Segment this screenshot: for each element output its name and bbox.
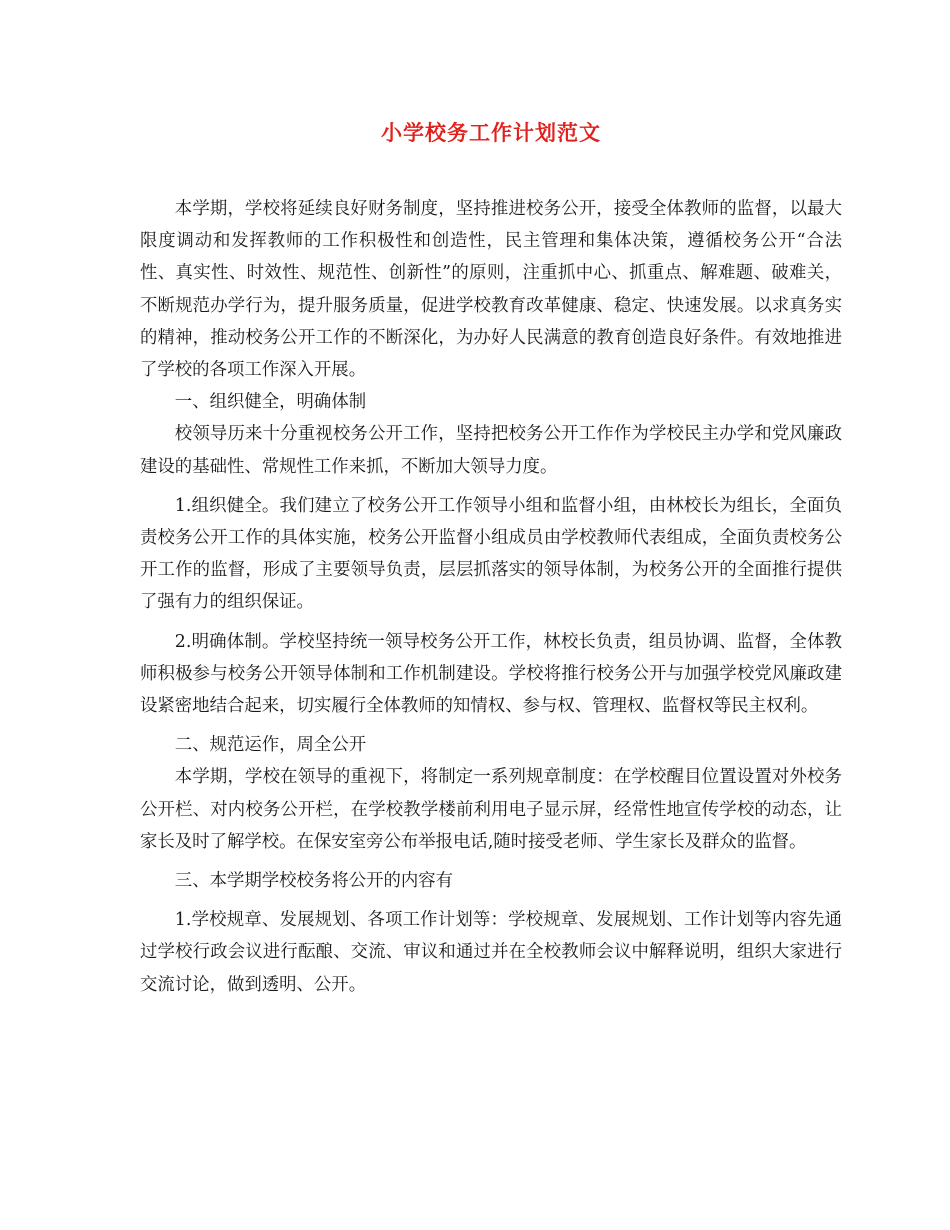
paragraph-organization: 1.组织健全。我们建立了校务公开工作领导小组和监督小组，由林校长为组长，全面负责校务公开工作的具体实施，校务公开监督小组成员由学校教师代表组成，全面负责校务公开工作的监督，形成了主要领导负责，层层抓落实的领导体制，为校务公开的全面推行提供了强有力的组织保证。 [140,495,842,613]
section-heading-2: 二、规范运作，周全公开 [174,735,367,756]
document-body [140,193,842,1001]
paragraph-system: 2.明确体制。学校坚持统一领导校务公开工作，林校长负责，组员协调、监督，全体教师积极参与校务公开领导体制和工作机制建设。学校将推行校务公开与加强学校党风廉政建设紧密地结合起来，切实履行全体教师的知情权、参与权、管理权、监督权等民主权利。 [140,631,842,717]
paragraph-content: 1.学校规章、发展规划、各项工作计划等：学校规章、发展规划、工作计划等内容先通过学校行政会议进行酝酿、交流、审议和通过并在全校教师会议中解释说明，组织大家进行交流讨论，做到透明、公开。 [140,910,842,995]
section-heading-3: 三、本学期学校校务将公开的内容有 [174,871,454,892]
paragraph-intro: 本学期，学校将延续良好财务制度，坚持推进校务公开，接受全体教师的监督，以最大限度调动和发挥教师的工作积极性和创造性，民主管理和集体决策，遵循校务公开“合法性、真实性、时效性、规范性、创新性”的原则，注重抓中心、抓重点、解难题、破难关，不断规范办学行为，提升服务质量，促进学校教育改革健康、稳定、快速发展。以求真务实的精神，推动校务公开工作的不断深化，为办好人民满意的教育创造良好条件。有效地推进了学校的各项工作深入开展。 [140,199,842,381]
document-title: 小学校务工作计划范文 [381,120,601,145]
paragraph-operation: 本学期，学校在领导的重视下，将制定一系列规章制度：在学校醒目位置设置对外校务公开栏、对内校务公开栏，在学校教学楼前利用电子显示屏，经常性地宣传学校的动态，让家长及时了解学校。在保安室旁公布举报电话,随时接受老师、学生家长及群众的监督。 [140,767,842,852]
paragraph-leadership: 校领导历来十分重视校务公开工作，坚持把校务公开工作作为学校民主办学和党风廉政建设的基础性、常规性工作来抓，不断加大领导力度。 [140,424,842,477]
section-heading-1: 一、组织健全，明确体制 [174,392,367,413]
